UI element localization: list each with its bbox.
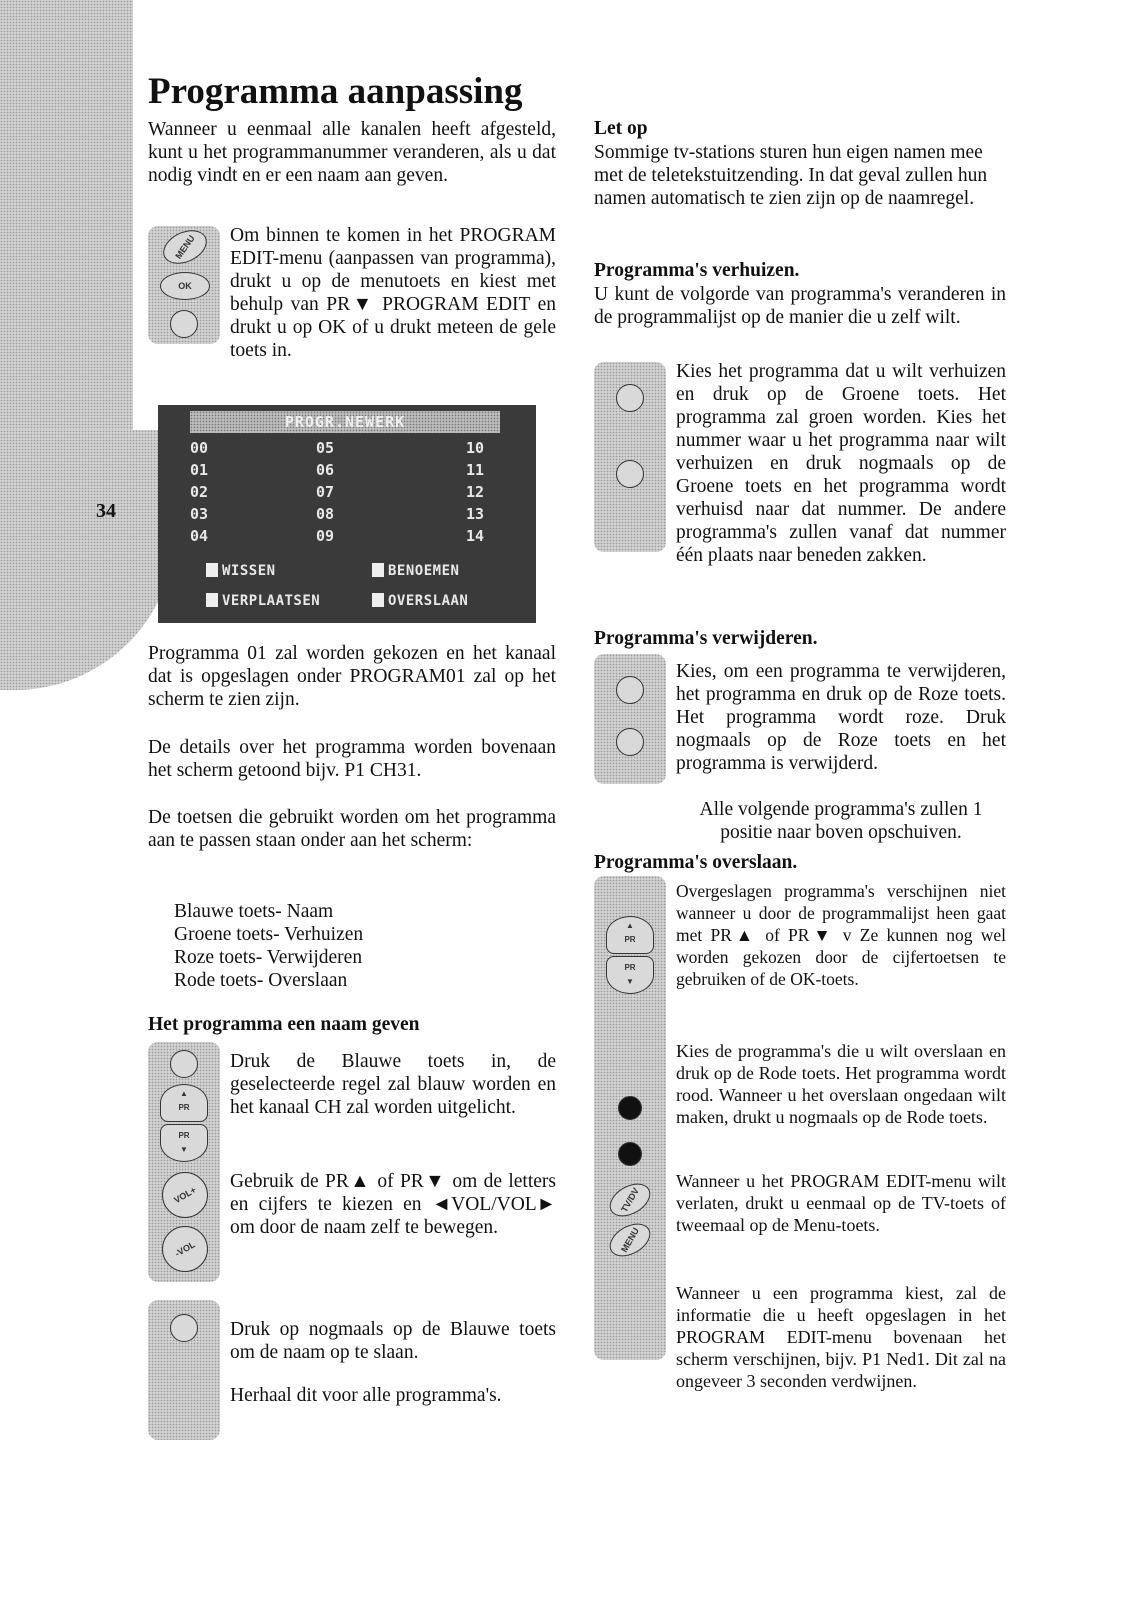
naming-text-4: Herhaal dit voor alle programma's. (230, 1385, 502, 1406)
naming-text-3: Druk op nogmaals op de Blauwe toets om de naam op te slaan. (230, 1319, 556, 1363)
naming-text-1: Druk de Blauwe toets in, de geselecteerde regel zal blauw worden en het kanaal CH zal worden uitgelicht. (230, 1051, 556, 1118)
pr-up-icon: ▲ PR (160, 1084, 208, 1122)
skip-heading: Programma's overslaan. (594, 852, 798, 873)
delete-text-2: Alle volgende programma's zullen 1 positie naar boven opschuiven. (699, 799, 983, 843)
key-list (174, 900, 363, 992)
delete-heading: Programma's verwijderen. (594, 628, 818, 649)
screen-option-overslaan: OVERSLAAN (372, 593, 468, 609)
yellow-button-icon (170, 310, 198, 338)
naming-heading: Het programma een naam geven (148, 1014, 420, 1035)
skip-text-2: Kies de programma's die u wilt overslaan en druk op de Rode toets. Het programma wordt rood. Wanneer u het overslaan ongedaan wilt maken, drukt u nogmaals op de Rode toets. (676, 1041, 1006, 1127)
skip-text-3: Wanneer u het PROGRAM EDIT-menu wilt verlaten, drukt u eenmaal op de TV-toets of tweemaal op de Menu-toets. (676, 1171, 1006, 1235)
program-edit-screen (158, 405, 536, 623)
green-button-icon (616, 460, 644, 488)
button-strip-delete (594, 654, 666, 784)
screen-prog-12: 12 (466, 483, 485, 501)
green-button-icon (616, 384, 644, 412)
screen-prog-05: 05 (316, 439, 335, 457)
menu-button-icon: MENU (158, 224, 212, 271)
button-strip-save (148, 1300, 220, 1440)
screen-option-verplaatsen: VERPLAATSEN (206, 593, 320, 609)
screen-title: PROGR.NEWERK (190, 411, 500, 433)
blue-button-icon (170, 1314, 198, 1342)
key-list-item: Groene toets- Verhuizen (174, 924, 364, 945)
vol-plus-icon: VOL+ (162, 1172, 208, 1218)
key-list-item: Roze toets- Verwijderen (174, 947, 363, 968)
after-screen-text-2: De details over het programma worden bovenaan het scherm getoond bijv. P1 CH31. (148, 737, 556, 781)
note-text: Sommige tv-stations sturen hun eigen namen mee met de teletekstuitzending. In dat geval zullen hun namen automatisch te zien zijn op de naamregel. (594, 142, 988, 209)
move-heading: Programma's verhuizen. (594, 260, 800, 281)
key-list-item: Rode toets- Overslaan (174, 970, 348, 991)
tv-button-icon: TV/DV (604, 1177, 656, 1223)
move-intro: U kunt de volgorde van programma's veranderen in de programmalijst op de manier die u zelf wilt. (594, 284, 1006, 328)
ok-button-icon: OK (160, 272, 210, 300)
naming-text-2: Gebruik de PR▲ of PR▼ om de letters en cijfers te kiezen en ◄VOL/VOL► om door de naam zelf te bewegen. (230, 1171, 556, 1238)
after-screen-text-3: De toetsen die gebruikt worden om het programma aan te passen staan onder aan het scherm: (148, 807, 556, 851)
menu-button-icon: MENU (604, 1217, 656, 1263)
screen-prog-11: 11 (466, 461, 485, 479)
page-number: 34 (96, 500, 116, 522)
vol-minus-icon: -VOL (162, 1226, 208, 1272)
pink-button-icon (616, 728, 644, 756)
button-strip-menu (148, 226, 220, 344)
screen-prog-04: 04 (190, 527, 209, 545)
screen-prog-07: 07 (316, 483, 335, 501)
menu-instructions: Om binnen te komen in het PROGRAM EDIT-menu (aanpassen van programma), drukt u op de menutoets en kiest met behulp van PR▼ PROGRAM EDIT en drukt u op OK of u drukt meteen de gele toets in. (230, 225, 556, 361)
screen-option-benoemen: BENOEMEN (372, 563, 459, 579)
red-button-icon (618, 1142, 642, 1166)
side-strip (0, 0, 133, 430)
screen-prog-06: 06 (316, 461, 335, 479)
red-button-icon (618, 1096, 642, 1120)
page-title: Programma aanpassing (148, 71, 523, 112)
blue-button-icon (170, 1050, 198, 1078)
move-text: Kies het programma dat u wilt verhuizen en druk op de Groene toets. Het programma zal groen worden. Kies het nummer waar u het programma naar wilt verhuizen en druk nogmaals op de Groene toets en het programma wordt verhuisd naar dat nummer. De andere programma's zullen vanaf dat nummer één plaats naar beneden zakken. (676, 361, 1006, 566)
screen-prog-01: 01 (190, 461, 209, 479)
pr-down-icon: PR ▼ (160, 1124, 208, 1162)
button-strip-move (594, 362, 666, 552)
intro-text: Wanneer u eenmaal alle kanalen heeft afgesteld, kunt u het programmanummer veranderen, als u dat nodig vindt en er een naam aan geven. (148, 119, 556, 186)
screen-prog-00: 00 (190, 439, 209, 457)
pink-button-icon (616, 676, 644, 704)
button-strip-skip (594, 876, 666, 1360)
screen-prog-13: 13 (466, 505, 485, 523)
screen-option-wissen: WISSEN (206, 563, 276, 579)
screen-prog-09: 09 (316, 527, 335, 545)
screen-prog-08: 08 (316, 505, 335, 523)
pr-up-icon: ▲ PR (606, 916, 654, 954)
button-strip-naming (148, 1042, 220, 1282)
screen-prog-03: 03 (190, 505, 209, 523)
note-heading: Let op (594, 118, 648, 139)
delete-text: Kies, om een programma te verwijderen, het programma en druk op de Roze toets. Het programma wordt roze. Druk nogmaals op de Roze toets en het programma is verwijderd. (676, 661, 1006, 774)
key-list-item: Blauwe toets- Naam (174, 901, 334, 922)
pr-down-icon: PR ▼ (606, 956, 654, 994)
screen-prog-10: 10 (466, 439, 485, 457)
skip-text-1: Overgeslagen programma's verschijnen niet wanneer u door de programmalijst heen gaat met PR▲ of PR▼ v Ze kunnen nog wel worden gekozen door de cijfertoetsen te gebruiken of de OK-toets. (676, 881, 1006, 989)
after-screen-text-1: Programma 01 zal worden gekozen en het kanaal dat is opgeslagen onder PROGRAM01 zal op het scherm te zien zijn. (148, 643, 556, 710)
screen-prog-14: 14 (466, 527, 485, 545)
screen-prog-02: 02 (190, 483, 209, 501)
skip-text-4: Wanneer u een programma kiest, zal de informatie die u heeft opgeslagen in het PROGRAM EDIT-menu bovenaan het scherm verschijnen, bijv. P1 Ned1. Dit zal na ongeveer 3 seconden verdwijnen. (676, 1283, 1006, 1391)
